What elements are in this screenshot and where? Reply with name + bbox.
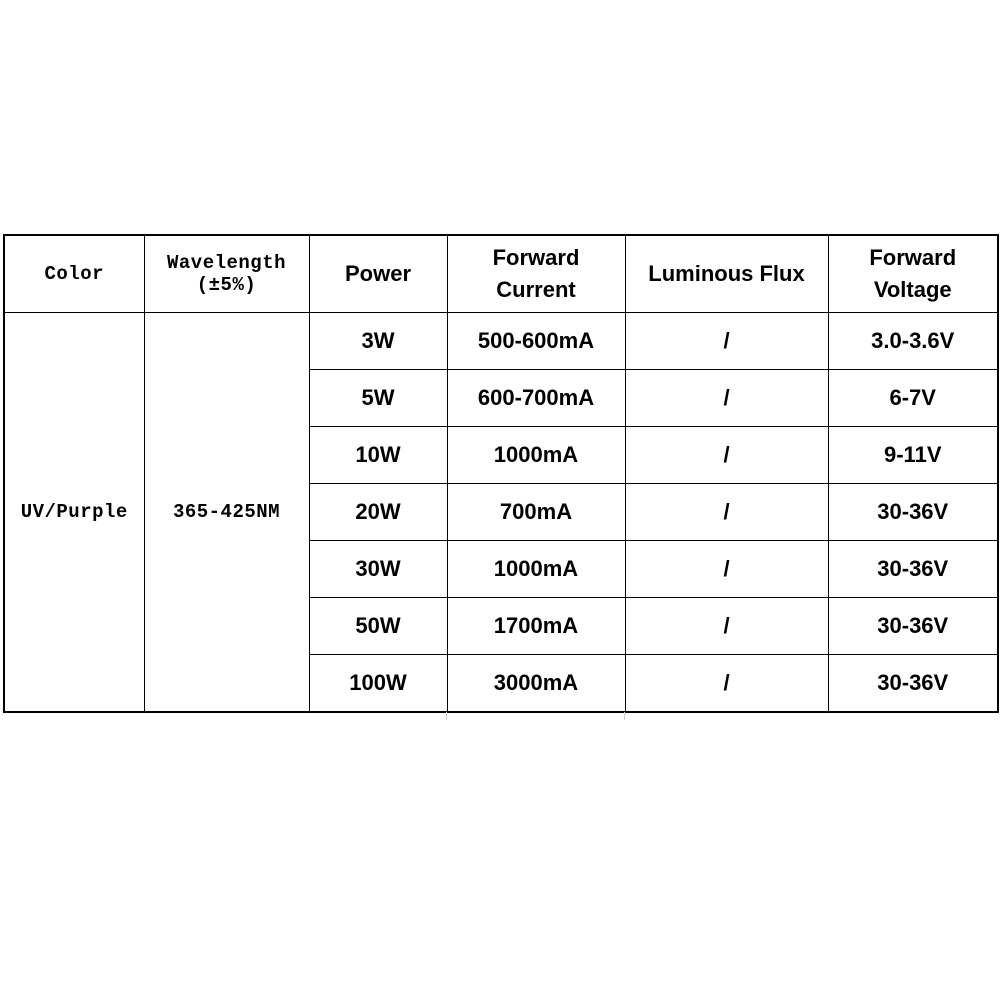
header-color-label: Color	[44, 263, 104, 285]
flux-cell: /	[625, 484, 828, 541]
flux-cell: /	[625, 541, 828, 598]
led-spec-table	[3, 234, 999, 713]
voltage-cell: 30-36V	[828, 541, 998, 598]
header-luminous-flux	[625, 235, 828, 313]
current-cell: 1000mA	[447, 541, 625, 598]
voltage-cell: 30-36V	[828, 598, 998, 655]
current-cell: 700mA	[447, 484, 625, 541]
header-forward-current	[447, 235, 625, 313]
header-forward-current-line2: Current	[496, 277, 576, 302]
header-wavelength-tolerance: (±5%)	[196, 274, 257, 296]
flux-cell: /	[625, 655, 828, 713]
header-forward-voltage	[828, 235, 998, 313]
voltage-cell: 30-36V	[828, 655, 998, 713]
flux-cell: /	[625, 427, 828, 484]
divider-tick	[624, 712, 625, 720]
header-forward-current-line1: Forward	[492, 245, 580, 271]
divider-tick	[446, 712, 447, 720]
header-row	[4, 235, 998, 313]
header-wavelength-label: Wavelength	[166, 252, 287, 274]
header-luminous-flux-label: Luminous Flux	[648, 261, 805, 287]
power-cell: 20W	[309, 484, 447, 541]
header-power-label: Power	[344, 261, 412, 287]
table-row	[4, 313, 998, 370]
power-cell: 5W	[309, 370, 447, 427]
voltage-cell: 3.0-3.6V	[828, 313, 998, 370]
flux-cell: /	[625, 370, 828, 427]
power-cell: 100W	[309, 655, 447, 713]
flux-cell: /	[625, 313, 828, 370]
wavelength-cell: 365-425NM	[144, 313, 309, 713]
header-forward-voltage-line2: Voltage	[873, 277, 952, 302]
voltage-cell: 6-7V	[828, 370, 998, 427]
current-cell: 3000mA	[447, 655, 625, 713]
current-cell: 600-700mA	[447, 370, 625, 427]
power-cell: 30W	[309, 541, 447, 598]
header-power	[309, 235, 447, 313]
current-cell: 1700mA	[447, 598, 625, 655]
power-cell: 10W	[309, 427, 447, 484]
current-cell: 500-600mA	[447, 313, 625, 370]
voltage-cell: 9-11V	[828, 427, 998, 484]
power-cell: 50W	[309, 598, 447, 655]
color-cell: UV/Purple	[4, 313, 144, 713]
power-cell: 3W	[309, 313, 447, 370]
header-color	[4, 235, 144, 313]
header-forward-voltage-line1: Forward	[869, 245, 957, 271]
flux-cell: /	[625, 598, 828, 655]
current-cell: 1000mA	[447, 427, 625, 484]
header-wavelength	[144, 235, 309, 313]
voltage-cell: 30-36V	[828, 484, 998, 541]
